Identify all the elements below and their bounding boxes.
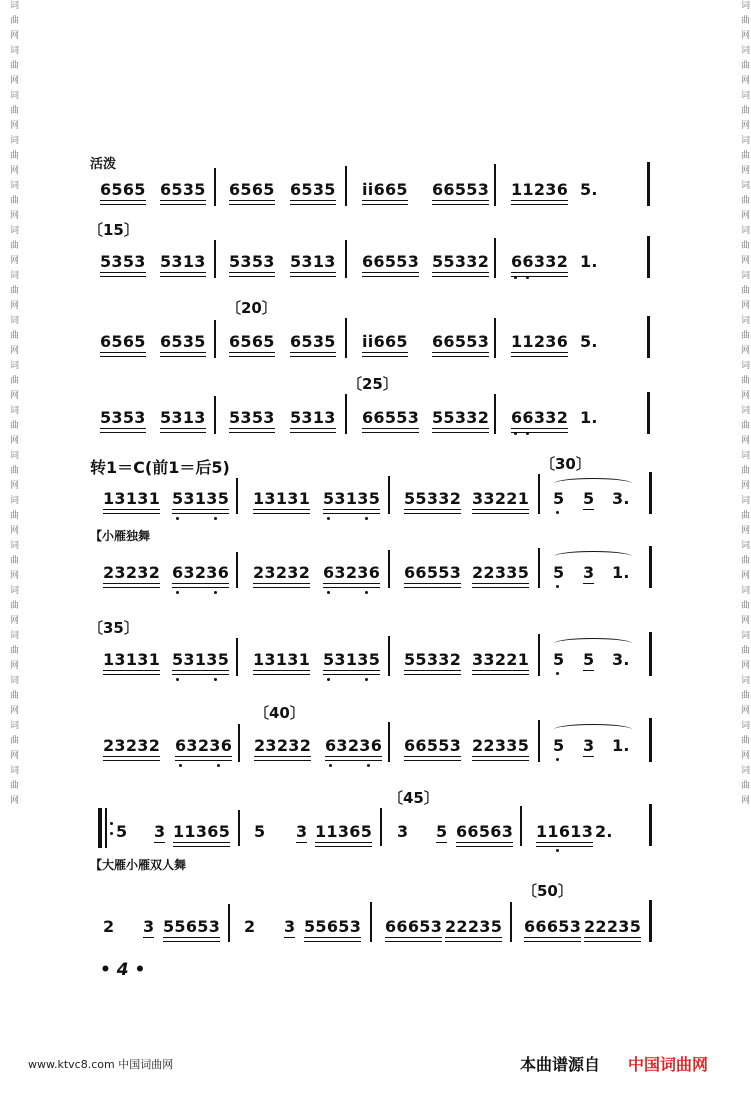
note-group: 11365	[173, 822, 231, 841]
note: 3	[583, 563, 595, 582]
note-group: 53135	[323, 650, 381, 669]
note: 3	[284, 917, 296, 936]
note-group: 13131	[253, 650, 311, 669]
barline	[388, 636, 390, 676]
note-group: 66653	[524, 917, 582, 936]
barline	[494, 394, 496, 434]
note: 3	[583, 736, 595, 755]
barline	[649, 546, 652, 588]
key-change-label: 转1＝C(前1＝后5)	[90, 458, 230, 477]
barline	[647, 392, 650, 434]
rehearsal-mark-20: 〔20〕	[226, 299, 277, 317]
note-group: 66553	[362, 252, 420, 271]
note-group: 5353	[100, 252, 146, 271]
footer-brand-link[interactable]: 中国词曲网	[628, 1055, 709, 1074]
rehearsal-mark-15: 〔15〕	[88, 221, 139, 239]
barline	[649, 632, 652, 676]
low-octave-dot	[214, 678, 217, 681]
low-octave-dot	[176, 517, 179, 520]
barline	[647, 236, 650, 278]
low-octave-dot	[327, 591, 330, 594]
repeat-start-thin	[105, 808, 107, 848]
rehearsal-mark-30: 〔30〕	[540, 455, 591, 473]
section-label-solo: 【小雁独舞	[90, 529, 151, 543]
note-group: 6535	[290, 180, 336, 199]
note-group: 23232	[254, 736, 312, 755]
low-octave-dot	[214, 591, 217, 594]
note: 3.	[612, 489, 630, 508]
low-octave-dot	[329, 764, 332, 767]
low-octave-dot	[176, 678, 179, 681]
note-group: 66563	[456, 822, 514, 841]
barline	[345, 318, 347, 358]
note-group: 6565	[100, 332, 146, 351]
note-group: 22235	[445, 917, 503, 936]
footer-source-label: 本曲谱源自	[520, 1055, 601, 1074]
barline	[510, 902, 512, 942]
note-group: 5313	[290, 252, 336, 271]
low-octave-dot	[514, 276, 517, 279]
low-octave-dot	[556, 672, 559, 675]
barline	[538, 548, 540, 588]
note: 1.	[612, 736, 630, 755]
barline	[649, 804, 652, 846]
note-group: i̇i̇665	[362, 332, 408, 351]
barline	[494, 318, 496, 358]
barline	[388, 722, 390, 762]
barline	[238, 724, 240, 762]
barline	[236, 478, 238, 514]
note-group: 5.	[580, 180, 598, 199]
low-octave-dot	[526, 276, 529, 279]
note: 5	[583, 489, 595, 508]
barline	[538, 474, 540, 514]
low-octave-dot	[367, 764, 370, 767]
low-octave-dot	[176, 591, 179, 594]
barline	[238, 810, 240, 846]
low-octave-dot	[556, 758, 559, 761]
note-group: 33221	[472, 650, 530, 669]
low-octave-dot	[327, 678, 330, 681]
rehearsal-mark-35: 〔35〕	[88, 619, 139, 637]
note-group: 6565	[100, 180, 146, 199]
note: 5	[436, 822, 448, 841]
barline	[647, 316, 650, 358]
rehearsal-mark-45: 〔45〕	[388, 789, 439, 807]
low-octave-dot	[514, 432, 517, 435]
note-group: 11236	[511, 332, 569, 351]
note-group: 53135	[172, 650, 230, 669]
note-group: 5.	[580, 332, 598, 351]
note-group: 66553	[404, 736, 462, 755]
note-group: 66332	[511, 252, 569, 271]
note-group: 11365	[315, 822, 373, 841]
low-octave-dot	[214, 517, 217, 520]
watermark-left: 词曲网词曲网词曲网词曲网词曲网词曲网词曲网词曲网词曲网词曲网词曲网词曲网词曲网词曲网词曲网词曲网词曲网词曲网	[8, 0, 18, 810]
rehearsal-mark-50: 〔50〕	[522, 882, 573, 900]
note-group: 11236	[511, 180, 569, 199]
note-group: 6535	[160, 332, 206, 351]
rehearsal-mark-25: 〔25〕	[347, 375, 398, 393]
note: 5	[553, 650, 565, 669]
barline	[214, 320, 216, 358]
tempo-marking: 活泼	[90, 157, 117, 172]
note-group: 6535	[160, 180, 206, 199]
slur	[554, 638, 632, 649]
low-octave-dot	[365, 678, 368, 681]
section-label-duet: 【大雁小雁双人舞	[90, 858, 187, 872]
note-group: 66553	[362, 408, 420, 427]
barline	[649, 900, 652, 942]
note-group: 66332	[511, 408, 569, 427]
note: 3.	[612, 650, 630, 669]
note-group: 23232	[103, 736, 161, 755]
note-group: 63236	[175, 736, 233, 755]
note-group: 1.	[580, 408, 598, 427]
note-group: 55332	[404, 650, 462, 669]
note-group: 5353	[229, 252, 275, 271]
note-group: 63236	[325, 736, 383, 755]
repeat-dot	[110, 822, 113, 825]
note: 2	[244, 917, 256, 936]
note: 5	[254, 822, 266, 841]
note: 3	[143, 917, 155, 936]
note-group: 5313	[160, 408, 206, 427]
note: 5	[553, 489, 565, 508]
barline	[236, 552, 238, 588]
low-octave-dot	[179, 764, 182, 767]
note: 5	[583, 650, 595, 669]
watermark-right: 词曲网词曲网词曲网词曲网词曲网词曲网词曲网词曲网词曲网词曲网词曲网词曲网词曲网词曲网词曲网词曲网词曲网词曲网	[739, 0, 749, 810]
note-group: 55332	[404, 489, 462, 508]
repeat-dot	[110, 832, 113, 835]
note-group: 23232	[103, 563, 161, 582]
note-group: 11613	[536, 822, 594, 841]
barline	[214, 240, 216, 278]
note-group: 13131	[103, 489, 161, 508]
note-group: 1.	[580, 252, 598, 271]
note-group: i̇i̇665	[362, 180, 408, 199]
repeat-start-thick	[98, 808, 102, 848]
note-group: 5353	[229, 408, 275, 427]
barline	[538, 720, 540, 762]
barline	[494, 238, 496, 278]
barline	[345, 240, 347, 278]
low-octave-dot	[327, 517, 330, 520]
slur	[554, 478, 632, 489]
barline	[214, 168, 216, 206]
low-octave-dot	[556, 585, 559, 588]
barline	[345, 394, 347, 434]
barline	[236, 638, 238, 676]
barline	[388, 476, 390, 514]
note: 3	[296, 822, 308, 841]
low-octave-dot	[556, 511, 559, 514]
note-group: 66553	[404, 563, 462, 582]
note: 5	[116, 822, 128, 841]
page-number: • 4 •	[100, 960, 146, 980]
note-group: 22235	[584, 917, 642, 936]
note: 3	[154, 822, 166, 841]
slur	[554, 551, 632, 562]
note-group: 5313	[290, 408, 336, 427]
barline	[647, 162, 650, 206]
low-octave-dot	[526, 432, 529, 435]
note-group: 55332	[432, 408, 490, 427]
note-group: 63236	[323, 563, 381, 582]
note-group: 55653	[163, 917, 221, 936]
note: 2	[103, 917, 115, 936]
barline	[649, 472, 652, 514]
note-group: 5313	[160, 252, 206, 271]
barline	[388, 550, 390, 588]
low-octave-dot	[556, 849, 559, 852]
note: 5	[553, 736, 565, 755]
note-group: 5353	[100, 408, 146, 427]
note-group: 6565	[229, 180, 275, 199]
low-octave-dot	[217, 764, 220, 767]
barline	[649, 718, 652, 762]
barline	[494, 164, 496, 206]
barline	[228, 904, 230, 942]
note: 5	[553, 563, 565, 582]
note-group: 66553	[432, 332, 490, 351]
note-group: 33221	[472, 489, 530, 508]
note-group: 13131	[103, 650, 161, 669]
barline	[214, 396, 216, 434]
note-group: 22335	[472, 563, 530, 582]
note-group: 6565	[229, 332, 275, 351]
rehearsal-mark-40: 〔40〕	[254, 704, 305, 722]
note-group: 23232	[253, 563, 311, 582]
barline	[370, 902, 372, 942]
note-group: 22335	[472, 736, 530, 755]
barline	[380, 808, 382, 846]
note-group: 6535	[290, 332, 336, 351]
note-group: 53135	[323, 489, 381, 508]
footer-url[interactable]: www.ktvc8.com 中国词曲网	[28, 1058, 174, 1071]
note-group: 63236	[172, 563, 230, 582]
slur	[554, 724, 632, 735]
note: 2.	[595, 822, 613, 841]
note-group: 55653	[304, 917, 362, 936]
note: 3	[397, 822, 409, 841]
note: 1.	[612, 563, 630, 582]
barline	[345, 166, 347, 206]
note-group: 55332	[432, 252, 490, 271]
barline	[520, 806, 522, 846]
note-group: 13131	[253, 489, 311, 508]
note-group: 66653	[385, 917, 443, 936]
low-octave-dot	[365, 517, 368, 520]
low-octave-dot	[365, 591, 368, 594]
barline	[538, 634, 540, 676]
note-group: 66553	[432, 180, 490, 199]
note-group: 53135	[172, 489, 230, 508]
